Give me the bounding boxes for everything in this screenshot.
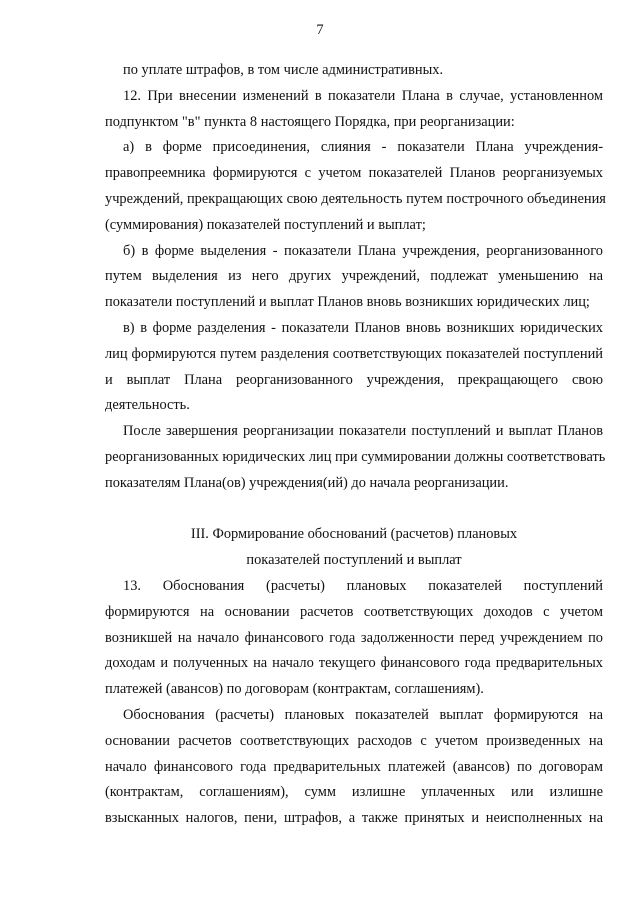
body-text [105,58,606,832]
text-line: в) в форме разделения - показатели Планов вновь возникших юридических [123,319,603,336]
text-line: по уплате штрафов, в том числе административных. [123,62,444,78]
text-line: После завершения реорганизации показатели поступлений и выплат Планов [123,423,603,440]
text-line: правопреемника формируются с учетом показателей Планов реорганизуемых [105,165,603,182]
section-heading-line: III. Формирование обоснований (расчетов) плановых [190,526,518,543]
text-line: (суммирования) показателей поступлений и выплат; [105,216,426,233]
text-line: 13. Обоснования (расчеты) плановых показателей поступлений [123,577,603,594]
text-line: подпунктом "в" пункта 8 настоящего Порядка, при реорганизации: [105,113,515,130]
text-line: и выплат Плана реорганизованного учреждения, прекращающего свою [105,371,603,388]
text-line: деятельность. [105,397,190,414]
text-line: доходам и полученных на начало текущего финансового года предварительных [105,655,603,672]
text-line: Обоснования (расчеты) плановых показателей выплат формируются на [123,706,603,723]
text-line: показатели поступлений и выплат Планов вновь возникших юридических лиц; [105,294,590,311]
text-line: лиц формируются путем разделения соответствующих показателей поступлений [105,345,603,362]
spacer [105,497,603,523]
section-heading-line: показателей поступлений и выплат [246,552,462,569]
text-line: реорганизованных юридических лиц при суммировании должны соответствовать [105,448,606,465]
text-line: 12. При внесении изменений в показатели Плана в случае, установленном [123,87,603,104]
page-number: 7 [316,22,324,38]
text-line: (контрактам, соглашениям), сумм излишне уплаченных или излишне [105,784,603,801]
text-line: формируются на основании расчетов соответствующих доходов с учетом [105,603,603,620]
text-line: путем выделения из него других учреждений, подлежат уменьшению на [105,268,603,285]
text-line: показателям Плана(ов) учреждения(ий) до начала реорганизации. [105,474,509,491]
text-line: учреждений, прекращающих свою деятельность путем построчного объединения [105,190,606,207]
text-line: основании расчетов соответствующих расходов с учетом произведенных на [105,732,603,749]
text-line: возникшей на начало финансового года задолженности перед учреждением по [105,629,603,646]
text-line: б) в форме выделения - показатели Плана учреждения, реорганизованного [123,242,603,259]
text-line: начало финансового года предварительных платежей (авансов) по договорам [105,758,603,775]
text-line: взысканных налогов, пени, штрафов, а также принятых и неисполненных на [105,810,603,827]
text-line: а) в форме присоединения, слияния - показатели Плана учреждения- [123,139,603,156]
text-line: платежей (авансов) по договорам (контрактам, соглашениям). [105,681,484,698]
